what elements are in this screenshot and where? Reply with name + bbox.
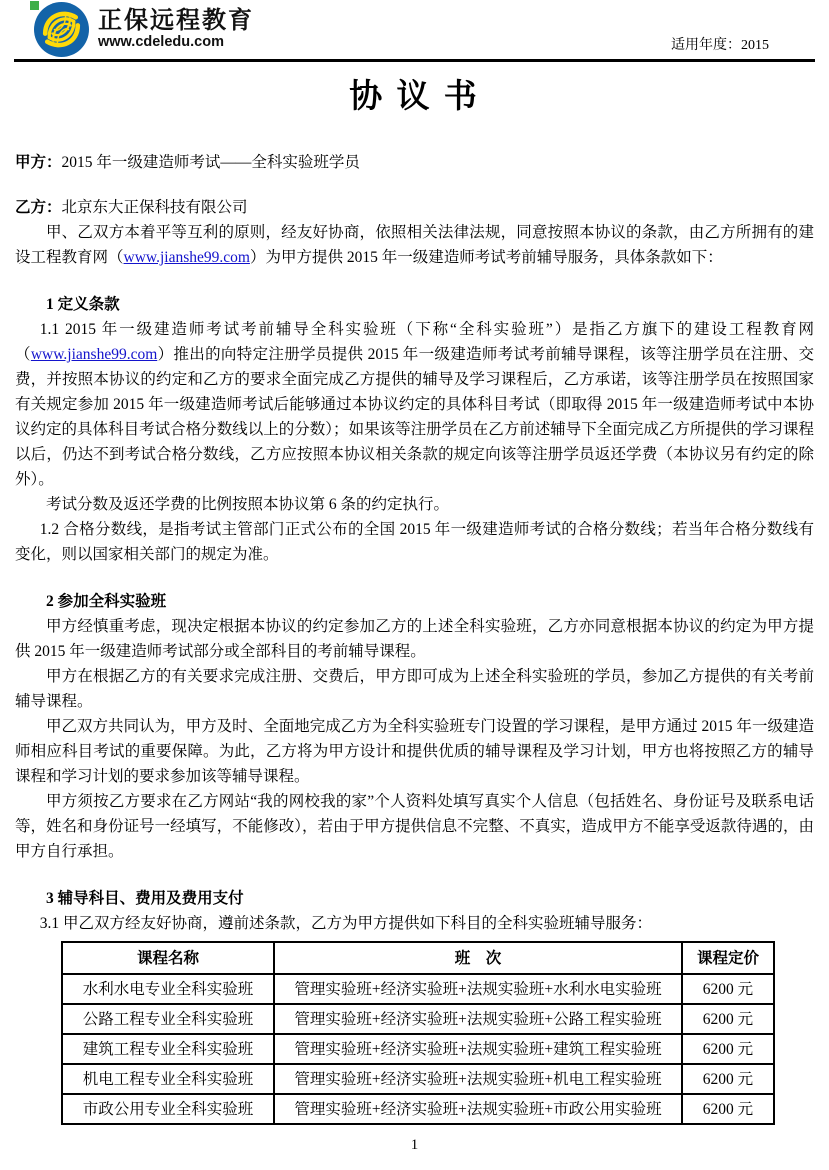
price-cell: 6200 元 — [682, 1064, 774, 1094]
course-name-cell: 机电工程专业全科实验班 — [62, 1064, 274, 1094]
section-1-heading: 1 定义条款 — [46, 296, 120, 313]
class-cell: 管理实验班+经济实验班+法规实验班+机电工程实验班 — [274, 1064, 682, 1094]
section-2-paragraph-2: 甲方在根据乙方的有关要求完成注册、交费后，甲方即可成为上述全科实验班的学员，参加乙方提供的有关考前辅导课程。 — [15, 668, 814, 710]
table-row — [62, 1004, 774, 1034]
class-cell: 管理实验班+经济实验班+法规实验班+公路工程实验班 — [274, 1004, 682, 1034]
party-a-value: 2015 年一级建造师考试——全科实验班学员 — [61, 154, 360, 171]
jianshe99-link[interactable]: www.jianshe99.com — [123, 249, 250, 266]
price-cell: 6200 元 — [682, 1034, 774, 1064]
course-name-cell: 建筑工程专业全科实验班 — [62, 1034, 274, 1064]
col-header-price: 课程定价 — [682, 942, 774, 974]
party-b-label: 乙方： — [15, 199, 62, 216]
class-cell: 管理实验班+经济实验班+法规实验班+市政公用实验班 — [274, 1094, 682, 1124]
logo-green-square-icon — [30, 1, 39, 10]
table-header-row — [62, 942, 774, 974]
letterhead — [14, 0, 815, 62]
col-header-class: 班 次 — [274, 942, 682, 974]
party-a-line — [15, 150, 814, 175]
price-cell: 6200 元 — [682, 1094, 774, 1124]
party-a-label: 甲方： — [15, 154, 62, 171]
brand-text-block — [98, 8, 254, 51]
party-b-value: 北京东大正保科技有限公司 — [61, 199, 248, 216]
table-row — [62, 1094, 774, 1124]
col-header-course-name: 课程名称 — [62, 942, 274, 974]
course-name-cell: 公路工程专业全科实验班 — [62, 1004, 274, 1034]
course-table — [61, 941, 775, 1125]
course-name-cell: 市政公用专业全科实验班 — [62, 1094, 274, 1124]
page-number: 1 — [410, 1137, 419, 1153]
table-row — [62, 974, 774, 1004]
document-body — [15, 150, 814, 1158]
brand-swirl-icon — [34, 2, 89, 57]
section-2-paragraph-1: 甲方经慎重考虑，现决定根据本协议的约定参加乙方的上述全科实验班，乙方亦同意根据本协议的约定为甲方提供 2015 年一级建造师考试部分或全部科目的考前辅导课程。 — [15, 618, 814, 660]
jianshe99-link-2[interactable]: www.jianshe99.com — [30, 346, 158, 363]
brand-logo — [34, 2, 254, 57]
clause-1-1b: 考试分数及返还学费的比例按照本协议第 6 条的约定执行。 — [46, 496, 450, 513]
brand-name: 正保远程教育 — [98, 7, 254, 34]
clause-1-1-after-link: ）推出的向特定注册学员提供 2015 年一级建造师考试考前辅导课程，该等注册学员在注册、交费，并按照本协议的约定和乙方的要求全面完成乙方提供的辅导及学习课程后，乙方承诺，该等注册学员在按照国家有关规定参加 2015 年一级建造师考试后能够通过本协议约定的具体科目考试（即取得 2015 年一级建造师考试中本协议约定的具体科目考试合格分数线以上的分数）；如果该等注册学员在乙方前述辅导下全面完成乙方所提供的学习课程以后，仍达不到考试合格分数线，乙方应按照本协议相关条款的规定向该等注册学员返还学费（本协议另有约定的除外）。 — [15, 346, 814, 488]
clause-3-1: 3.1 甲乙双方经友好协商，遵前述条款，乙方为甲方提供如下科目的全科实验班辅导服务： — [39, 915, 653, 932]
brand-website: www.cdeledu.com — [98, 34, 224, 50]
intro-text-after-link: ）为甲方提供 2015 年一级建造师考试考前辅导服务，具体条款如下： — [249, 249, 723, 266]
clause-1-1 — [15, 317, 814, 492]
section-2-heading: 2 参加全科实验班 — [46, 593, 167, 610]
document-title: 协 议 书 — [349, 79, 480, 115]
table-row — [62, 1034, 774, 1064]
course-name-cell: 水利水电专业全科实验班 — [62, 974, 274, 1004]
intro-text-before-link: 甲、乙双方本着平等互利的原则，经友好协商，依照相关法律法规，同意按照本协议的条款，由乙方所拥有的建设工程教育网（ — [15, 224, 814, 266]
table-row — [62, 1064, 774, 1094]
party-b-line — [15, 195, 814, 220]
class-cell: 管理实验班+经济实验班+法规实验班+建筑工程实验班 — [274, 1034, 682, 1064]
intro-paragraph — [15, 220, 814, 270]
clause-1-2: 1.2 合格分数线，是指考试主管部门正式公布的全国 2015 年一级建造师考试的合格分数线；若当年合格分数线有变化，则以国家相关部门的规定为准。 — [15, 521, 814, 563]
section-3-heading: 3 辅导科目、费用及费用支付 — [46, 890, 244, 907]
section-2-paragraph-4: 甲方须按乙方要求在乙方网站“我的网校我的家”个人资料处填写真实个人信息（包括姓名、身份证号及联系电话等，姓名和身份证号一经填写，不能修改），若由于甲方提供信息不完整、不真实，造成甲方不能享受返款待遇的，由甲方自行承担。 — [15, 793, 814, 860]
class-cell: 管理实验班+经济实验班+法规实验班+水利水电实验班 — [274, 974, 682, 1004]
clause-1-1-before-link: 1.1 2015 年一级建造师考试考前辅导全科实验班（下称“全科实验班”）是指乙方旗下的建设工程教育网（ — [15, 321, 814, 363]
applicable-year-label: 适用年度：2015 — [671, 38, 769, 53]
price-cell: 6200 元 — [682, 1004, 774, 1034]
price-cell: 6200 元 — [682, 974, 774, 1004]
section-2-paragraph-3: 甲乙双方共同认为，甲方及时、全面地完成乙方为全科实验班专门设置的学习课程，是甲方通过 2015 年一级建造师相应科目考试的重要保障。为此，乙方将为甲方设计和提供优质的辅导课程及学习计划，甲方也将按照乙方的辅导课程和学习计划的要求参加该等辅导课程。 — [15, 718, 814, 785]
